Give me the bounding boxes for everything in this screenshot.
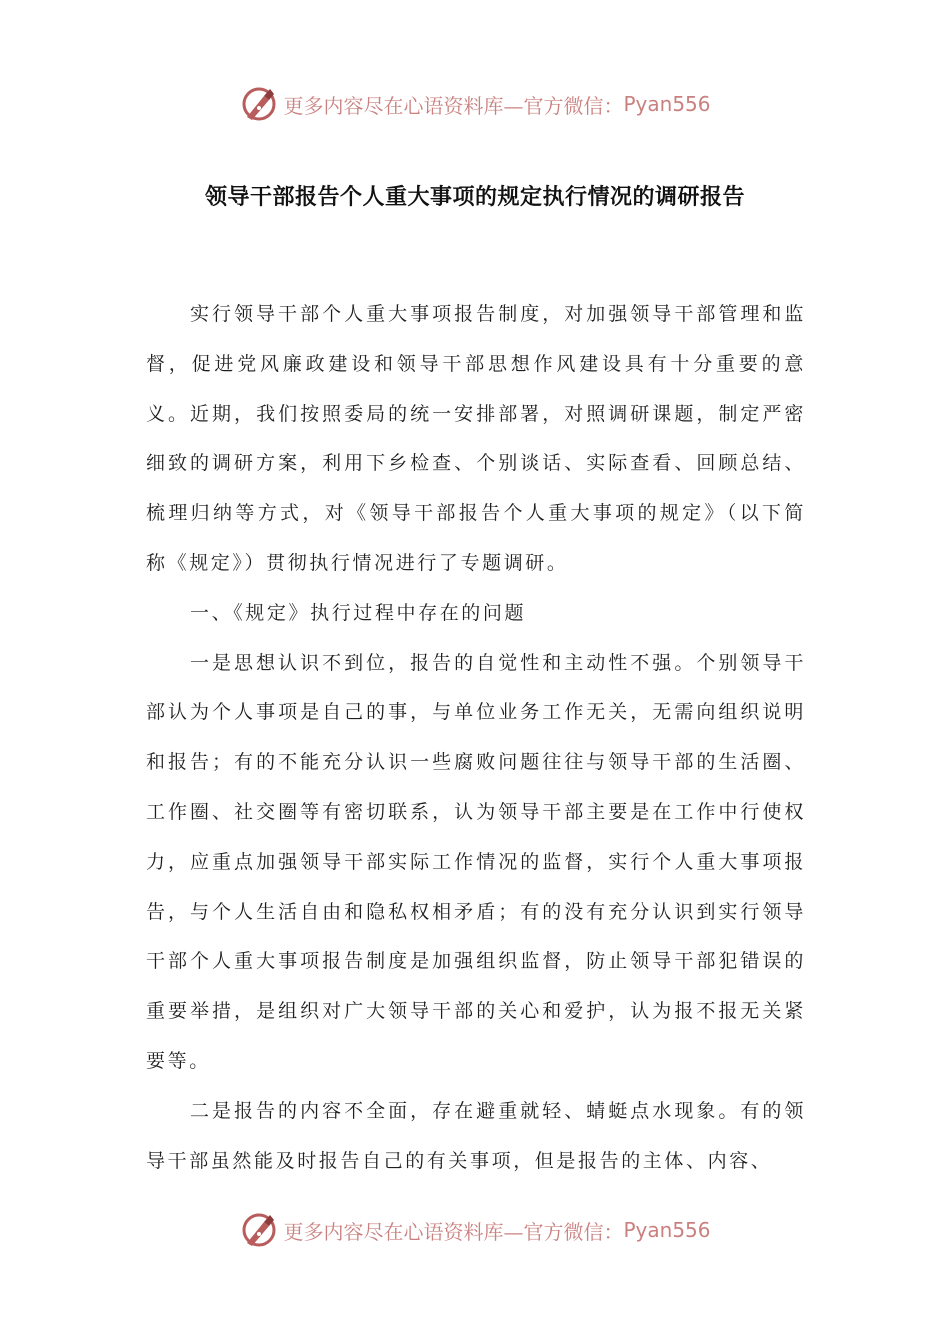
section-heading: 一、《规定》执行过程中存在的问题 [190,601,527,624]
banner-text: 更多内容尽在心语资料库—官方微信： [283,93,624,118]
header-watermark-banner [0,82,950,126]
footer-watermark-banner [0,1208,950,1252]
paragraph-intro: 实行领导干部个人重大事项报告制度，对加强领导干部管理和监督，促进党风廉政建设和领导干部思想作风建设具有十分重要的意义。近期，我们按照委局的统一安排部署，对照调研课题，制定严密细致的调研方案，利用下乡检查、个别谈话、实际查看、回顾总结、梳理归纳等方式，对《领导干部报告个人重大事项的规定》（以下简称《规定》）贯彻执行情况进行了专题调研。 [146,303,806,574]
paragraph-point-one: 一是思想认识不到位，报告的自觉性和主动性不强。个别领导干部认为个人事项是自己的事，与单位业务工作无关，无需向组织说明和报告；有的不能充分认识一些腐败问题往往与领导干部的生活圈、工作圈、社交圈等有密切联系，认为领导干部主要是在工作中行使权力，应重点加强领导干部实际工作情况的监督，实行个人重大事项报告，与个人生活自由和隐私权相矛盾；有的没有充分认识到实行领导干部个人重大事项报告制度是加强组织监督，防止领导干部犯错误的重要举措，是组织对广大领导干部的关心和爱护，认为报不报无关紧要等。 [146,651,806,1072]
document-title: 领导干部报告个人重大事项的规定执行情况的调研报告 [204,185,745,210]
paragraph-point-two: 二是报告的内容不全面，存在避重就轻、蜻蜓点水现象。有的领导干部虽然能及时报告自己的有关事项，但是报告的主体、内容、 [146,1099,806,1172]
pen-nib-logo-icon [239,1210,279,1250]
document-body [146,290,806,1186]
wechat-id: Pyan556 [623,92,711,116]
banner-text: 更多内容尽在心语资料库—官方微信： [283,1219,624,1244]
wechat-id: Pyan556 [623,1218,711,1242]
pen-nib-logo-icon [239,84,279,124]
